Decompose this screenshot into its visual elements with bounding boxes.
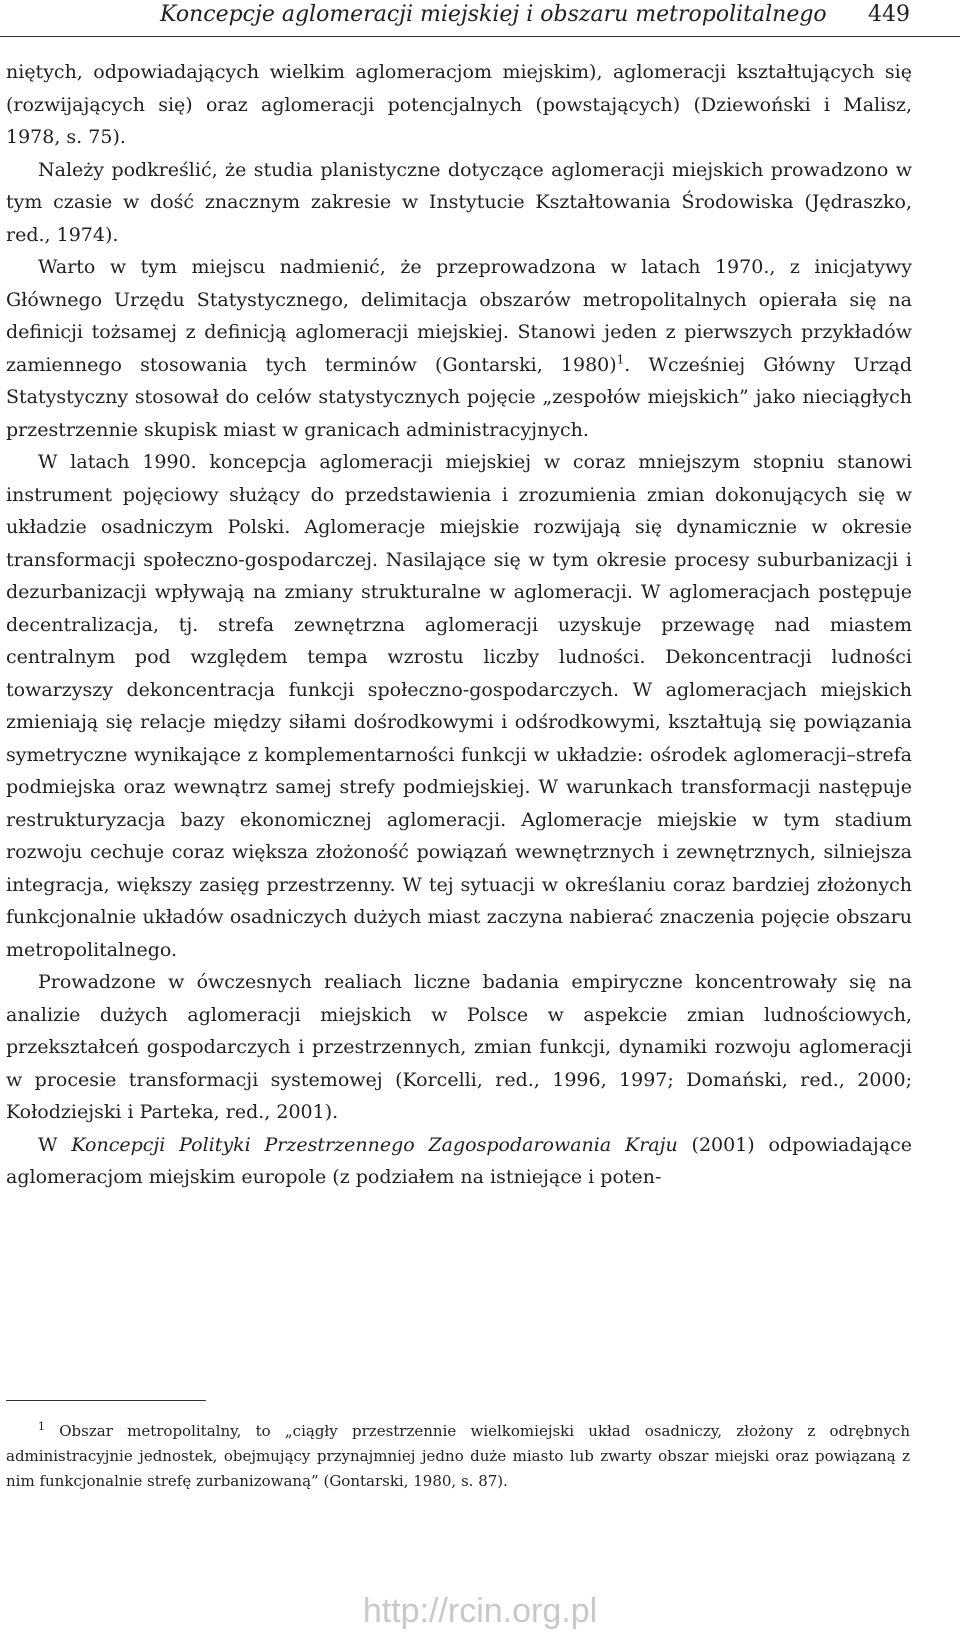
paragraph-planning-studies: Należy podkreślić, że studia planistyczne dotyczące aglomeracji miejskich prowadzono w tym czasie w dość znacznym zakresie w Instytucie Kształtowania Środowiska (Jędraszko, red., 1974). — [6, 158, 912, 246]
footnote — [6, 1414, 910, 1494]
paragraph-statistics — [6, 251, 912, 446]
page-number: 449 — [868, 2, 910, 27]
watermark: http://rcin.org.pl — [362, 1592, 598, 1630]
paragraph-kpzk-end: (2001) odpowiadające aglomeracjom miejskim europole (z podziałem na istniejące i poten- — [6, 1133, 912, 1188]
document-title-italic: Koncepcji Polityki Przestrzennego Zagospodarowania Kraju — [71, 1133, 678, 1156]
footnote-mark: 1 — [38, 1420, 45, 1433]
paragraph-statistics-text-end: . Wcześniej Główny Urząd Statystyczny stosował do celów statystycznych pojęcie „zespołów miejskich” jako nieciągłych przestrzennie skupisk miast w granicach administracyjnych. — [6, 353, 912, 441]
paragraph-statistics-text: Warto w tym miejscu nadmienić, że przeprowadzona w latach 1970., z inicjatywy Głównego Urzędu Statystycznego, delimitacja obszarów metropolitalnych opierała się na definicji tożsamej z definicją aglomeracji miejskiej. Stanowi jeden z pierwszych przykładów zamiennego stosowania tych terminów (Gontarski, 1980) — [6, 256, 912, 376]
paragraph-1990s: W latach 1990. koncepcja aglomeracji miejskiej w coraz mniejszym stopniu stanowi instrument pojęciowy służący do przedstawienia i zrozumienia zmian dokonujących się w układzie osadniczym Polski. Aglomeracje miejskie rozwijają się dynamicznie w okresie transformacji społeczno-gospodarczej. Nasilające się w tym okresie procesy suburbanizacji i dezurbanizacji wpływają na zmiany strukturalne w aglomeracji. W aglomeracjach postępuje decentralizacja, tj. strefa zewnętrzna aglomeracji uzyskuje przewagę nad miastem centralnym pod względem tempa wzrostu liczby ludności. Dekoncentracji ludności towarzyszy dekoncentracja funkcji społeczno-gospodarczych. W aglomeracjach miejskich zmieniają się relacje między siłami dośrodkowymi i odśrodkowymi, kształtują się powiązania symetryczne wynikające z komplementarności funkcji w układzie: ośrodek aglomeracji–strefa podmiejska oraz wewnątrz samej strefy podmiejskiej. W warunkach transformacji następuje restrukturyzacja bazy ekonomicznej aglomeracji. Aglomeracje miejskie w tym stadium rozwoju cechuje coraz większa złożoność powiązań wewnętrznych i zewnętrznych, silniejsza integracja, większy zasięg przestrzenny. W tej sytuacji w określaniu coraz bardziej złożonych funkcjonalnie układów osadniczych dużych miast zaczyna nabierać znaczenia pojęcie obszaru metropolitalnego. — [6, 451, 912, 961]
body-text — [6, 56, 912, 1194]
footnote-text: Obszar metropolitalny, to „ciągły przestrzennie wielkomiejski układ osadniczy, złożony z odrębnych administracyjnie jednostek, obejmujący przynajmniej jedno duże miasto lub zwarty obszar miejski oraz powiązaną z nim funkcjonalnie strefę zurbanizowaną” (Gontarski, 1980, s. 87). — [6, 1422, 910, 1490]
footnote-reference: 1 — [616, 352, 625, 367]
footnote-rule — [6, 1400, 206, 1401]
header-rule — [0, 36, 960, 37]
paragraph-kpzk-start: W — [38, 1133, 72, 1156]
running-title: Koncepcje aglomeracji miejskiej i obszaru metropolitalnego — [160, 2, 827, 27]
paragraph-continuation: niętych, odpowiadających wielkim aglomeracjom miejskim), aglomeracji kształtujących się (rozwijających się) oraz aglomeracji potencjalnych (powstających) (Dziewoński i Malisz, 1978, s. 75). — [6, 61, 912, 148]
paragraph-kpzk — [6, 1129, 912, 1194]
page-header — [0, 0, 960, 40]
paragraph-empirical-research: Prowadzone w ówczesnych realiach liczne badania empiryczne koncentrowały się na analizie dużych aglomeracji miejskich w Polsce w aspekcie zmian ludnościowych, przekształceń gospodarczych i przestrzennych, zmian funkcji, dynamiki rozwoju aglomeracji w procesie transformacji systemowej (Korcelli, red., 1996, 1997; Domański, red., 2000; Kołodziejski i Parteka, red., 2001). — [6, 971, 912, 1123]
